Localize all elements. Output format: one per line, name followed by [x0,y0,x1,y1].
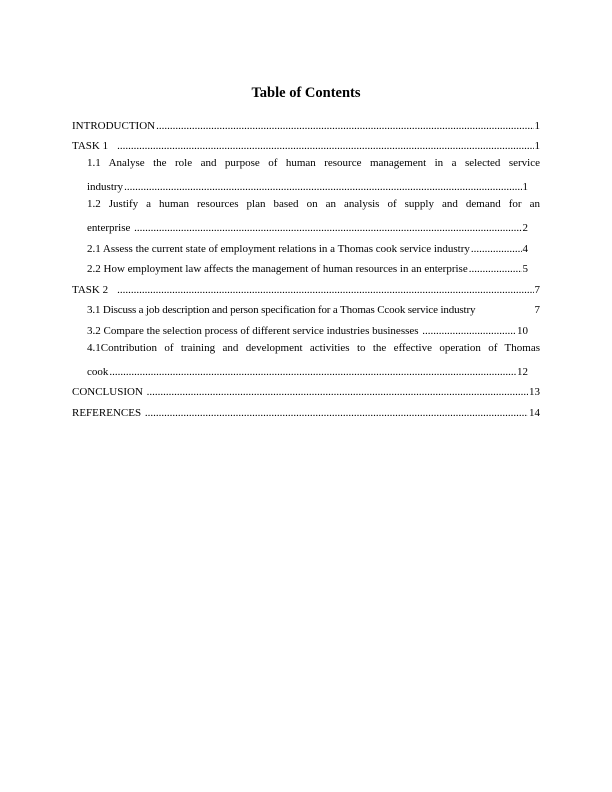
toc-dot-leader [469,262,522,276]
toc-dot-leader [117,139,533,153]
toc-entry-label-line2: cook [87,365,109,378]
toc-entry-task-2[interactable] [72,276,540,297]
toc-entry-page: 2 [522,222,528,234]
toc-entry-label-line2: enterprise [87,222,134,234]
toc-entry-page: 4 [522,242,528,255]
toc-entry-label-line2: industry [87,181,124,193]
toc-entry-page: 7 [534,304,540,316]
toc-dot-leader [471,242,522,256]
toc-entry-2-2[interactable] [72,256,540,277]
toc-entry-label: 3.2 Compare the selection process of different service industries businesses [87,324,422,337]
toc-entry-label: TASK 1 [72,140,109,152]
toc-dot-leader [134,221,521,235]
toc-entry-label-line1: 1.2 Justify a human resources plan based on an analysis of supply and demand for an [87,198,540,210]
toc-entry-introduction[interactable] [72,112,540,133]
toc-entry-3-1[interactable] [72,297,540,318]
toc-entry-label-line1: 4.1Contribution of training and development activities to the effective operation of Thomas [87,341,540,354]
toc-entry-1-1[interactable] [72,153,540,194]
toc-dot-leader [145,406,528,420]
toc-dot-leader [422,324,516,338]
toc-entry-label: TASK 2 [72,283,109,296]
toc-title: Table of Contents [251,85,361,101]
toc-dot-leader [124,180,521,194]
toc-entry-2-1[interactable] [72,235,540,256]
toc-entry-page: 13 [529,386,540,398]
toc-entry-label: 2.2 How employment law affects the management of human resources in an enterprise [87,263,468,275]
toc-entry-conclusion[interactable] [72,379,540,400]
toc-entry-page: 10 [517,324,528,337]
toc-entry-4-1[interactable] [72,338,540,379]
toc-entry-label: REFERENCES [72,406,144,419]
toc-entry-page: 1 [534,140,540,152]
table-of-contents [72,112,540,420]
toc-entry-1-2[interactable] [72,194,540,235]
toc-entry-page: 5 [522,263,528,275]
toc-dot-leader [117,283,533,297]
toc-entry-page: 1 [522,181,528,193]
toc-entry-label-line1: 1.1 Analyse the role and purpose of human resource management in a selected service [87,157,540,169]
toc-entry-label: 3.1 Discuss a job description and person specification for a Thomas Ccook service industry [87,304,476,316]
toc-dot-leader [109,365,516,379]
toc-entry-label: INTRODUCTION [72,119,156,132]
toc-entry-3-2[interactable] [72,317,540,338]
toc-entry-task-1[interactable] [72,133,540,154]
toc-dot-leader [156,119,533,133]
toc-entry-page: 14 [529,406,540,419]
toc-entry-references[interactable] [72,399,540,420]
toc-entry-page: 7 [534,283,540,296]
toc-entry-label: CONCLUSION [72,386,146,398]
toc-dot-leader [147,385,528,399]
toc-entry-page: 12 [517,365,528,378]
toc-entry-page: 1 [534,119,540,132]
toc-entry-label: 2.1 Assess the current state of employment relations in a Thomas cook service industry [87,242,470,255]
